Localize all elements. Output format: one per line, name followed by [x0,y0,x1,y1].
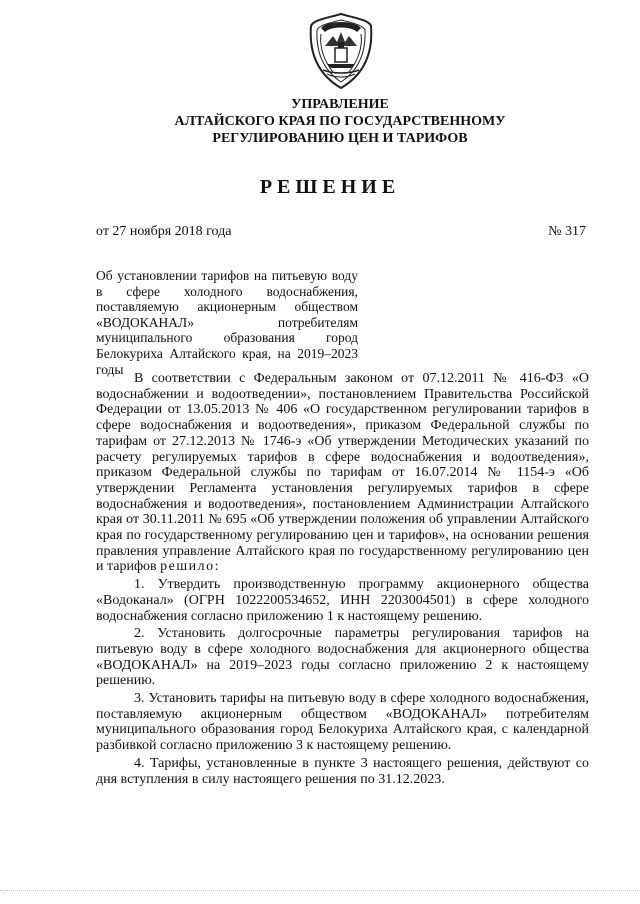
document-title: РЕШЕНИЕ [259,176,401,198]
document-body [96,371,589,789]
preamble-text: В соответствии с Федеральным законом от 07.12.2011 № 416-ФЗ «О водоснабжении и водоотведении», постановлением Правительства Российской Федерации от 13.05.2013 № 406 «О государственном регулировании тарифов в сфере водоснабжения и водоотведения», приказом Федеральной службы по тарифам от 27.12.2013 № 1746-э «Об утверждении Методических указаний по расчету регулируемых тарифов в сфере водоснабжения и водоотведения», приказом Федеральной службы по тарифам от 16.07.2014 № 1154-э «Об утверждении Регламента установления регулируемых тарифов в сфере водоснабжения и водоотведения», постановлением Администрации Алтайского края от 30.11.2011 № 695 «Об утверждении положения об управлении Алтайского края по государственному регулированию цен и тарифов», на основании решения правления управление Алтайского края по государственному регулированию цен и тарифов [96,371,589,575]
org-line-1: УПРАВЛЕНИЕ [291,97,389,112]
document-subject: Об установлении тарифов на питьевую воду в сфере холодного водоснабжения, поставляемую акционерным обществом «ВОДОКАНАЛ» потребителям муниципального образования город Белокуриха Алтайского края, на 2019–2023 годы [96,268,358,377]
organization-header [0,96,640,147]
item-1: 1. Утвердить производственную программу акционерного общества «Водоканал» (ОГРН 1022200534652, ИНН 2203004501) в сфере холодного водоснабжения согласно приложению 1 к настоящему решению. [96,577,589,624]
item-2: 2. Установить долгосрочные параметры регулирования тарифов на питьевую воду в сфере холодного водоснабжения для акционерного общества «ВОДОКАНАЛ» на 2019–2023 годы согласно приложению 2 к настоящему решению. [96,626,589,689]
item-4: 4. Тарифы, установленные в пункте 3 настоящего решения, действуют со дня вступления в силу настоящего решения по 31.12.2023. [96,755,589,787]
page-bottom-divider [0,890,640,891]
document-number: № 317 [548,224,586,239]
preamble-paragraph [96,371,589,575]
decided-word: решило [160,559,215,575]
org-line-2: АЛТАЙСКОГО КРАЯ ПО ГОСУДАРСТВЕННОМУ [174,114,506,129]
coat-of-arms-emblem [307,12,375,90]
decided-colon: : [214,559,219,575]
item-3: 3. Установить тарифы на питьевую воду в сфере холодного водоснабжения, поставляемую акционерным обществом «ВОДОКАНАЛ» потребителям муниципального образования город Белокуриха Алтайского края, с календарной разбивкой согласно приложению 3 к настоящему решению. [96,691,589,754]
org-line-3: РЕГУЛИРОВАНИЮ ЦЕН И ТАРИФОВ [212,131,468,146]
document-date: от 27 ноября 2018 года [96,224,232,239]
